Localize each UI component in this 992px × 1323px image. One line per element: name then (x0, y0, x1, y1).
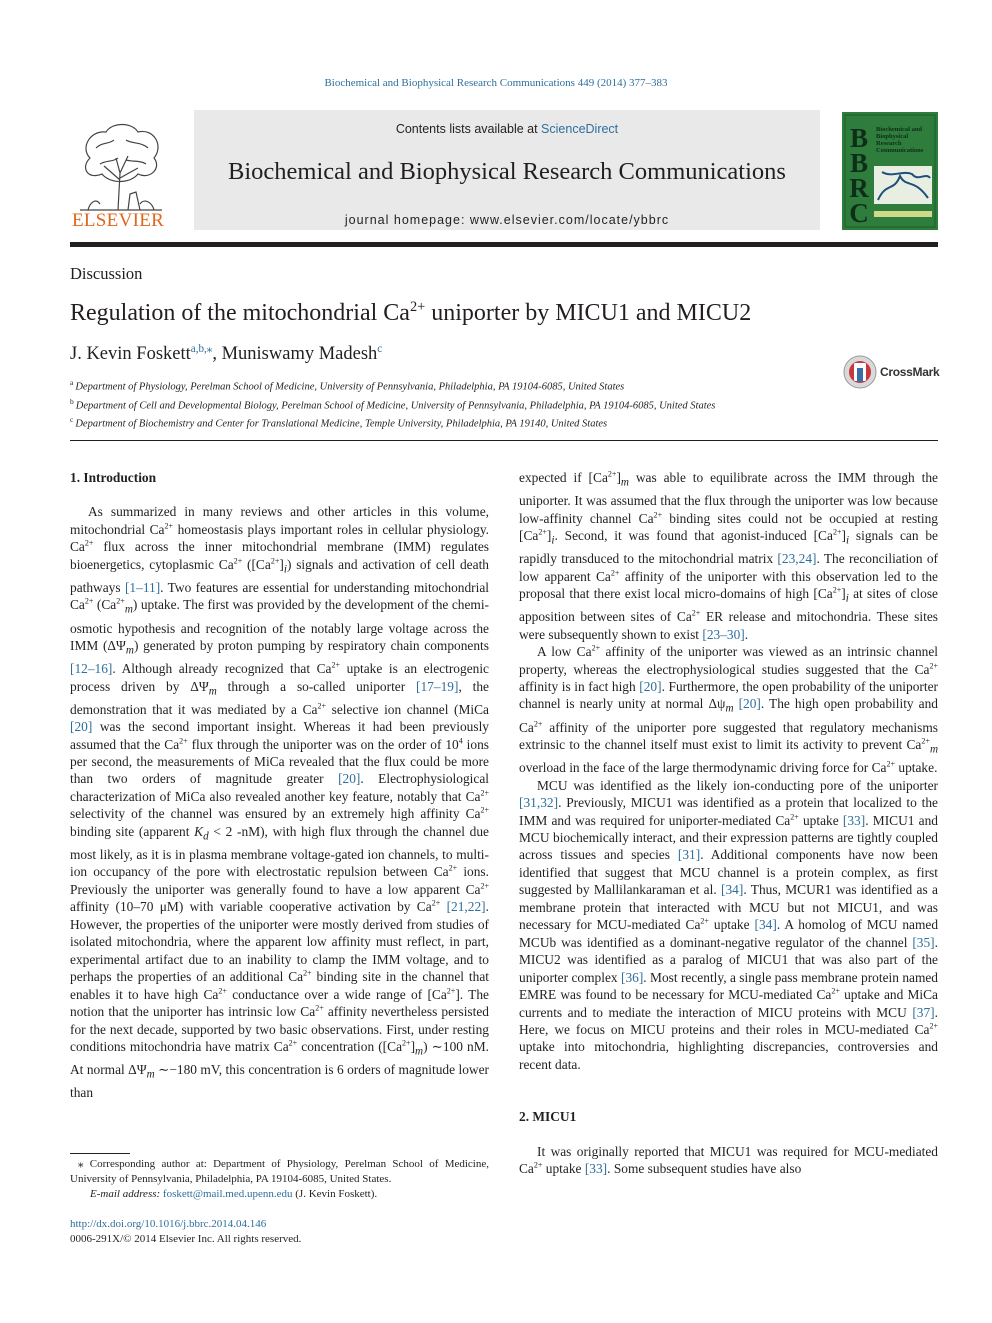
reference-link[interactable]: [31,32] (519, 795, 559, 811)
crossmark-icon (843, 355, 877, 389)
reference-link[interactable]: [31] (677, 847, 701, 863)
author-name: J. Kevin Foskett (70, 344, 191, 364)
reference-link[interactable]: [36] (620, 969, 644, 985)
body-paragraph: MCU was identified as the likely ion-conducting pore of the uniporter [31,32]. Previously, MICU1 was identified as a protein that localized to the IMM and was required for uniporter-mediated $Ca^{2+}$ uptake [33]. MICU1 and MCU biochemically interact, and their expression patterns are tightly coupled across tissues and species [31]. Additional components have now been identified that suggest that MCU channel is a protein complex, as first suggested by Mallilankaraman et al. [34]. Thus, MCUR1 was identified as a membrane protein that interacted with MCU but not MICU1, and was necessary for MCU-mediated $Ca^{2+}$ uptake [34]. A homolog of MCU named MCUb was identified as a dominant-negative regulator of the channel [35]. MICU2 was identified as a paralog of MICU1 that was also part of the uniporter complex [36]. Most recently, a single pass membrane protein named EMRE was found to be necessary for MCU-mediated $Ca^{2+}$ uptake and MiCa currents and to mediate the interaction of MICU proteins with MCU [37]. Here, we focus on MICU proteins and their roles in MCU-mediated $Ca^{2+}$ uptake into mitochondria, highlighting discrepancies, controversies and recent data. (519, 777, 939, 1072)
author-affiliation-link[interactable]: c (377, 342, 383, 355)
reference-link[interactable]: [20] (738, 696, 761, 712)
author-email-link[interactable]: foskett@mail.med.upenn.edu (162, 1188, 293, 1200)
footnote (70, 1157, 489, 1202)
author-list: J. Kevin Foskett$^{a,b,⁎}$, Muniswamy Madesh$^c$ (70, 342, 383, 364)
reference-link[interactable]: [35] (912, 934, 935, 950)
author-affiliation-link[interactable]: a,b,⁎ (190, 342, 213, 355)
body-paragraph: expected if $[Ca^{2+}]_m$ was able to equilibrate across the IMM through the uniporter. It was assumed that the flux through the uniporter was low because low-affinity channel $Ca^{2+}$ binding sites could not be occupied at resting $[Ca^{2+}]_i$. Second, it was found that agonist-induced $[Ca^{2+}]_i$ signals can be rapidly transduced to the mitochondrial matrix [23,24]. The reconciliation of low apparent $Ca^{2+}$ affinity of the uniporter with this observation led to the proposal that there exist local micro-domains of high $[Ca^{2+}]_i$ at sites of close apposition between sites of $Ca^{2+}$ ER release and mitochondria. These sites were subsequently shown to exist [23–30]. (519, 469, 939, 642)
reference-link[interactable]: [34] (721, 882, 744, 898)
homepage-url[interactable]: www.elsevier.com/locate/ybbrc (469, 213, 670, 227)
cover-title: Biochemical and Biophysical Research Communications (876, 126, 924, 154)
header-rule (70, 242, 938, 247)
journal-name: Biochemical and Biophysical Research Communications (228, 158, 786, 185)
cover-letters: B B R C (849, 123, 869, 228)
reference-link[interactable]: [20] (639, 679, 662, 694)
author-name: Muniswamy Madesh (221, 344, 378, 364)
reference-link[interactable]: [1–11] (124, 579, 161, 595)
affiliation: $^a$ Department of Physiology, Perelman School of Medicine, University of Pennsylvania, Philadelphia, PA 19104-6085, United States (70, 378, 625, 393)
reference-link[interactable]: [37] (912, 1004, 935, 1020)
affiliation: $^c$ Department of Biochemistry and Center for Translational Medicine, Temple University, Philadelphia, PA 19140, United States (70, 415, 608, 430)
body-paragraph: A low $Ca^{2+}$ affinity of the uniporter was viewed as an intrinsic channel property, whereas the electrophysiological studies suggested that the $Ca^{2+}$ affinity is in fact high [20]. Furthermore, the open probability of the uniporter channel is nearly unity at normal $\Delta\psi_m$ [20]. The high open probability and $Ca^{2+}$ affinity of the uniporter pore suggested that regulatory mechanisms extrinsic to the channel itself must exist to limit its activity to prevent $Ca^{2+}_m$ overload in the face of the large thermodynamic driving force for $Ca^{2+}$ uptake. (519, 643, 938, 776)
journal-citation[interactable]: Biochemical and Biophysical Research Communications 449 (2014) 377–383 (324, 77, 668, 89)
doi-link[interactable]: http://dx.doi.org/10.1016/j.bbrc.2014.04.146 (70, 1218, 267, 1230)
reference-link[interactable]: [33] (842, 812, 866, 828)
doi-block (70, 1217, 301, 1247)
copyright: 0006-291X/© 2014 Elsevier Inc. All rights reserved. (70, 1233, 302, 1245)
reference-link[interactable]: [23–30] (702, 626, 745, 642)
email-note: E-mail address: foskett@mail.med.upenn.edu (J. Kevin Foskett). (90, 1188, 378, 1200)
reference-link[interactable]: [12–16] (70, 661, 113, 677)
reference-link[interactable]: [17–19] (416, 678, 459, 694)
left-column (70, 469, 489, 1102)
affiliation-rule (70, 440, 938, 441)
affiliations (70, 376, 715, 432)
right-column (519, 469, 938, 1178)
reference-link[interactable]: [23,24] (777, 551, 817, 567)
journal-homepage: journal homepage: www.elsevier.com/locate/ybbrc (344, 213, 670, 227)
reference-link[interactable]: [21,22] (446, 899, 486, 915)
journal-masthead (194, 110, 820, 230)
affiliation: $^b$ Department of Cell and Developmental Biology, Perelman School of Medicine, University of Pennsylvania, Philadelphia, PA 19104-6085, United States (70, 396, 716, 411)
sciencedirect-link[interactable]: ScienceDirect (541, 122, 619, 136)
reference-link[interactable]: [20] (70, 719, 93, 735)
journal-cover-image (842, 112, 938, 230)
corresponding-author-note: ⁎ Corresponding author at: Department of Physiology, Perelman School of Medicine, University of Pennsylvania, Philadelphia, PA 19104-6085, United States. (70, 1158, 489, 1185)
body-paragraph: It was originally reported that MICU1 was required for MCU-mediated $Ca^{2+}$ uptake [33]. Some subsequent studies have also (519, 1143, 938, 1177)
crossmark-badge[interactable]: CrossMark (843, 355, 938, 389)
journal-header (70, 110, 938, 232)
reference-link[interactable]: [33] (584, 1161, 608, 1177)
section-heading: 1. Introduction (70, 470, 157, 485)
article-type: Discussion (70, 264, 143, 283)
body-paragraph: As summarized in many reviews and other articles in this volume, mitochondrial $Ca^{2+}$ homeostasis plays important roles in cellular physiology. $Ca^{2+}$ flux across the inner mitochondrial membrane (IMM) regulates bioenergetics, cytoplasmic $Ca^{2+}$ $([Ca^{2+}]_i)$ signals and activation of cell death pathways [1–11]. Two features are essential for understanding mitochondrial $Ca^{2+}$ $(Ca^{2+}_m)$ uptake. The first was provided by the development of the chemi-osmotic hypothesis and recognition of the notably large voltage across the IMM $(\Delta\Psi_m)$ generated by proton pumping by respiratory chain components [12–16]. Although already recognized that $Ca^{2+}$ uptake is an electrogenic process driven by $\Delta\Psi_m$ through a so-called uniporter [17–19], the demonstration that it was mediated by a $Ca^{2+}$ selective ion channel (MiCa [20] was the second important insight. Whereas it had been previously assumed that the $Ca^{2+}$ flux through the uniporter was on the order of $10^4$ ions per second, the measurements of MiCa revealed that the flux could be more than two orders of magnitude greater [20]. Electrophysiological characterization of MiCa also revealed another key feature, notably that $Ca^{2+}$ selectivity of the channel was ensured by an extremely high affinity $Ca^{2+}$ binding site (apparent $K_d < 2$ -nM), with high flux through the channel due most likely, as it is in plasma membrane voltage-gated ion channels, to multi-ion occupancy of the pore with electrostatic repulsion between $Ca^{2+}$ ions. Previously the uniporter was generally found to have a low apparent $Ca^{2+}$ affinity (10–70 μM) with variable cooperative activation by $Ca^{2+}$ [21,22]. However, the properties of the uniporter were mostly derived from studies of isolated mitochondria, where the apparent low affinity must reflect, in part, experimental artifact due to an inability to clamp the IMM voltage, and to perhaps the properties of an additional $Ca^{2+}$ binding site in the channel that enables it to have high $Ca^{2+}$ conductance over a wide range of $[Ca^{2+}]$. The notion that the uniporter has intrinsic low $Ca^{2+}$ affinity nevertheless persisted for the next decade, supported by two basic observations. First, under resting conditions mitochondria have matrix $Ca^{2+}$ concentration $([Ca^{2+}]_m)$ ∼100 nM. At normal $\Delta\Psi_m$ ∼−180 mV, this concentration is 6 orders of magnitude lower than (70, 504, 490, 1101)
article-title: Regulation of the mitochondrial $Ca^{2+}$ uniporter by MICU1 and MICU2 (70, 299, 752, 326)
reference-link[interactable]: [34] (754, 917, 777, 933)
reference-link[interactable]: [20] (338, 771, 361, 787)
contents-line: Contents lists available at ScienceDirect (395, 122, 619, 136)
footnote-rule (70, 1153, 130, 1154)
section-heading: 2. MICU1 (519, 1109, 577, 1125)
elsevier-wordmark: ELSEVIER (72, 210, 165, 231)
